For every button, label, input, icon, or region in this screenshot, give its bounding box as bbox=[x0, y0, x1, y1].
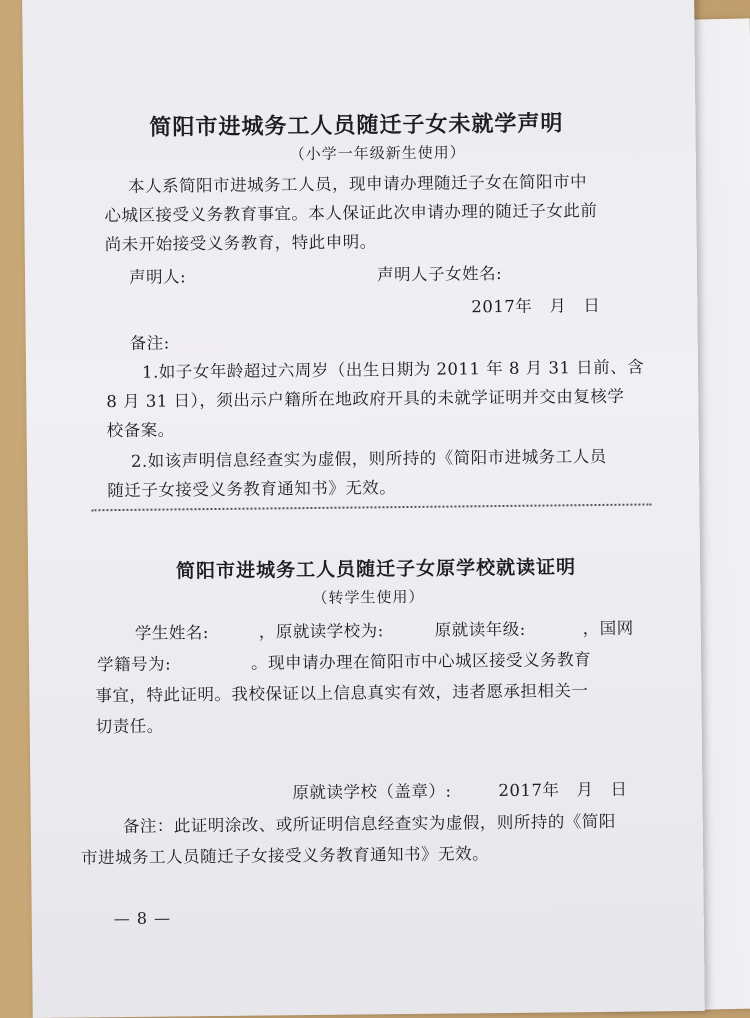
note-1-line-3: 校备案。 bbox=[106, 420, 175, 441]
declaration-body-line-3: 尚未开始接受义务教育，特此申明。 bbox=[104, 232, 377, 255]
student-id-label: 学籍号为: bbox=[96, 654, 172, 675]
certificate-title: 简阳市进城务工人员随迁子女原学校就读证明 bbox=[176, 556, 577, 583]
certificate-body-line-4: 切责任。 bbox=[95, 716, 164, 737]
certificate-note-line-1: 备注：此证明涂改、或所证明信息经查实为虚假，则所持的《简阳 bbox=[122, 811, 616, 836]
declaration-body-line-1: 本人系简阳市进城务工人员，现申请办理随迁子女在简阳市中 bbox=[127, 172, 588, 196]
page-number: — 8 — bbox=[113, 908, 172, 929]
note-2-line-2: 随迁子女接受义务教育通知书》无效。 bbox=[107, 478, 397, 501]
note-1-line-1: 1.如子女年龄超过六周岁（出生日期为 2011 年 8 月 31 日前、含 bbox=[141, 357, 645, 382]
certificate-note-line-2: 市进城务工人员随迁子女接受义务教育通知书》无效。 bbox=[81, 844, 490, 868]
school-seal-label: 原就读学校（盖章）: bbox=[292, 781, 452, 803]
declarant-label: 声明人: bbox=[128, 267, 187, 287]
declaration-date: 2017年 月 日 bbox=[471, 295, 601, 317]
certificate-body-line-3: 事宜，特此证明。我校保证以上信息真实有效，违者愿承担相关一 bbox=[95, 681, 589, 706]
certificate-date: 2017年 月 日 bbox=[498, 779, 628, 801]
original-school-label: ，原就读学校为: bbox=[258, 621, 384, 642]
certificate-body-line-2: 。现申请办理在简阳市中心城区接受义务教育 bbox=[250, 650, 592, 673]
declaration-body-line-2: 心城区接受义务教育事宜。本人保证此次申请办理的随迁子女此前 bbox=[104, 200, 598, 226]
national-network-label: ，国网 bbox=[582, 618, 634, 639]
student-name-label: 学生姓名: bbox=[134, 623, 209, 643]
original-grade-label: 原就读年级: bbox=[434, 619, 526, 640]
declaration-title: 简阳市进城务工人员随迁子女未就学声明 bbox=[149, 110, 564, 141]
note-1-line-2: 8 月 31 日），须出示户籍所在地政府开具的未就学证明并交由复核学 bbox=[106, 386, 625, 412]
declaration-subtitle: （小学一年级新生使用） bbox=[289, 143, 466, 164]
dotted-divider bbox=[91, 503, 651, 511]
document-page bbox=[22, 0, 705, 1018]
certificate-subtitle: （转学生使用） bbox=[312, 587, 425, 607]
declaration-note-label: 备注: bbox=[129, 333, 170, 353]
child-name-label: 声明人子女姓名: bbox=[376, 263, 503, 285]
note-2-line-1: 2.如该声明信息经查实为虚假，则所持的《简阳市进城务工人员 bbox=[130, 446, 607, 471]
